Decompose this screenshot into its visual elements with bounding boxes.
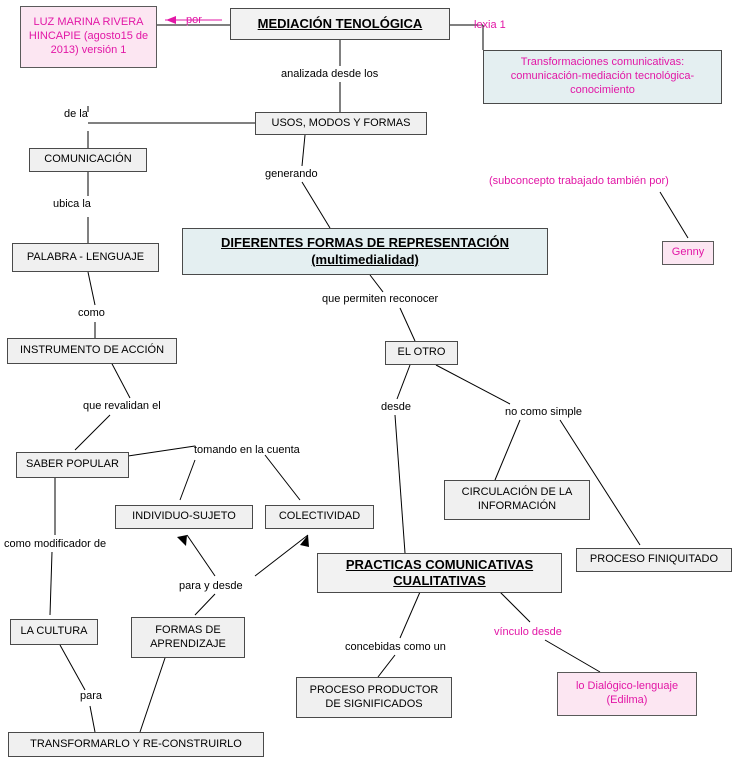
link-label-por: por bbox=[186, 14, 202, 26]
node-usos-modos-formas[interactable] bbox=[255, 112, 427, 135]
node-instrumento-label: INSTRUMENTO DE ACCIÓN bbox=[19, 344, 165, 357]
node-saber-popular[interactable] bbox=[16, 452, 129, 478]
node-usos-label: USOS, MODOS Y FORMAS bbox=[271, 116, 411, 129]
node-el-otro[interactable] bbox=[385, 341, 458, 365]
node-individuo-label: INDIVIDUO-SUJETO bbox=[132, 510, 236, 523]
node-proceso-finiquitado-label: PROCESO FINIQUITADO bbox=[589, 553, 719, 566]
link-label-analizada: analizada desde los bbox=[281, 68, 379, 80]
node-la-cultura[interactable] bbox=[10, 619, 98, 645]
node-dialogico-label: lo Dialógico-lenguaje (Edilma) bbox=[575, 680, 679, 706]
link-label-para-y-desde: para y desde bbox=[179, 580, 243, 592]
node-transformarlo-label: TRANSFORMARLO Y RE-CONSTRUIRLO bbox=[30, 737, 242, 750]
node-lexia-box-label: Transformaciones comunicativas: comunicación-mediación tecnológica-conocimiento bbox=[510, 56, 695, 96]
link-label-desde: desde bbox=[381, 401, 411, 413]
node-formas-representacion-line1: DIFERENTES FORMAS DE REPRESENTACIÓN bbox=[221, 235, 509, 251]
link-label-ubica-la: ubica la bbox=[53, 198, 91, 210]
link-label-generando: generando bbox=[265, 168, 318, 180]
link-label-vinculo-desde: vínculo desde bbox=[494, 626, 562, 638]
node-genny[interactable] bbox=[662, 241, 714, 265]
link-label-concebidas: concebidas como un bbox=[345, 641, 446, 653]
node-transformarlo[interactable] bbox=[8, 732, 264, 757]
node-author[interactable] bbox=[20, 6, 157, 68]
node-individuo-sujeto[interactable] bbox=[115, 505, 253, 529]
node-palabra-label: PALABRA - LENGUAJE bbox=[26, 250, 145, 263]
node-colectividad[interactable] bbox=[265, 505, 374, 529]
node-practicas-line1: PRACTICAS COMUNICATIVAS bbox=[345, 556, 534, 572]
node-proceso-productor-label: PROCESO PRODUCTOR DE SIGNIFICADOS bbox=[309, 683, 439, 710]
link-label-subconcepto: (subconcepto trabajado también por) bbox=[489, 175, 669, 187]
link-label-que-permiten: que permiten reconocer bbox=[322, 293, 439, 305]
link-label-como-modificador: como modificador de bbox=[4, 538, 107, 550]
node-genny-label: Genny bbox=[671, 246, 705, 259]
link-label-como: como bbox=[78, 307, 105, 319]
node-practicas-comunicativas[interactable] bbox=[317, 553, 562, 593]
node-formas-aprendizaje[interactable] bbox=[131, 617, 245, 658]
node-formas-representacion-line2: (multimedialidad) bbox=[311, 251, 419, 267]
node-proceso-productor[interactable] bbox=[296, 677, 452, 718]
node-practicas-line2: CUALITATIVAS bbox=[393, 573, 486, 588]
link-label-de-la: de la bbox=[64, 108, 88, 120]
node-comunicacion[interactable] bbox=[29, 148, 147, 172]
node-colectividad-label: COLECTIVIDAD bbox=[278, 510, 361, 523]
node-formas-aprendizaje-label: FORMAS DE APRENDIZAJE bbox=[150, 623, 226, 650]
node-main-title[interactable] bbox=[230, 8, 450, 40]
node-saber-popular-label: SABER POPULAR bbox=[26, 458, 119, 471]
link-label-para: para bbox=[80, 690, 103, 702]
node-author-label: LUZ MARINA RIVERA HINCAPIE (agosto15 de 2013) versión 1 bbox=[28, 16, 149, 56]
node-circulacion-informacion[interactable] bbox=[444, 480, 590, 520]
node-formas-representacion[interactable] bbox=[182, 228, 548, 275]
link-label-que-revalidan: que revalidan el bbox=[83, 400, 161, 412]
link-label-tomando: tomando en la cuenta bbox=[194, 444, 300, 456]
node-lexia-box[interactable] bbox=[483, 50, 722, 104]
node-la-cultura-label: LA CULTURA bbox=[20, 625, 88, 638]
link-label-no-como-simple: no como simple bbox=[505, 406, 583, 418]
node-proceso-finiquitado[interactable] bbox=[576, 548, 732, 572]
link-label-lexia1: lexia 1 bbox=[474, 19, 506, 31]
node-palabra-lenguaje[interactable] bbox=[12, 243, 159, 272]
node-circulacion-label: CIRCULACIÓN DE LA INFORMACIÓN bbox=[461, 486, 573, 512]
node-instrumento-accion[interactable] bbox=[7, 338, 177, 364]
node-el-otro-label: EL OTRO bbox=[397, 346, 446, 359]
node-comunicacion-label: COMUNICACIÓN bbox=[44, 153, 132, 166]
node-main-title-label: MEDIACIÓN TENOLÓGICA bbox=[257, 15, 423, 31]
node-dialogico-lenguaje[interactable] bbox=[557, 672, 697, 716]
